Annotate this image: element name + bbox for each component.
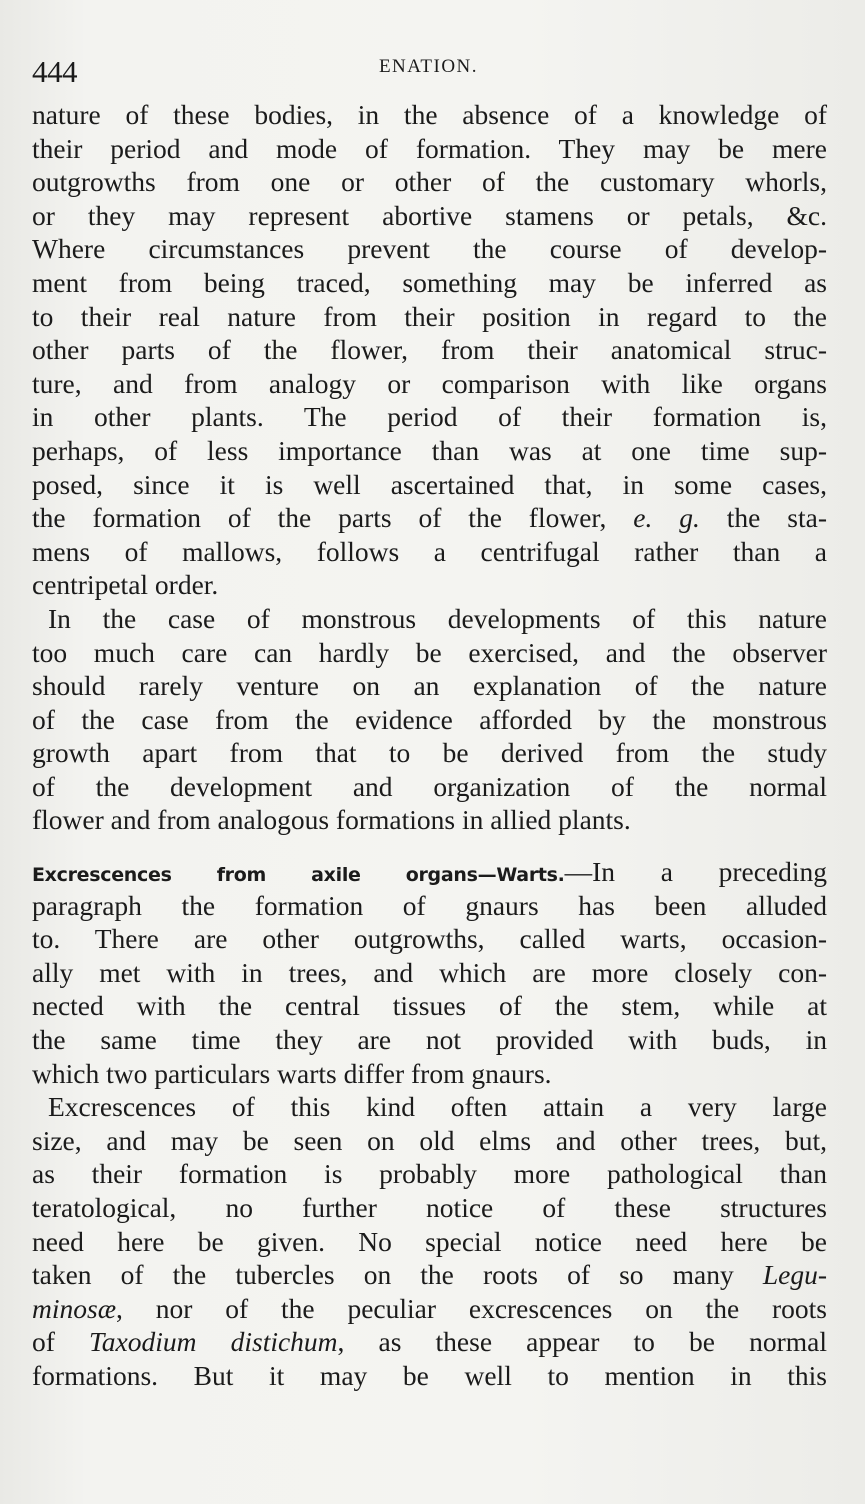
text-line: which two particulars warts differ from gnaurs. — [32, 1057, 552, 1089]
italic-abbreviation: e. g. — [633, 502, 700, 534]
text-line: mens of mallows, follows a centrifugal rather than a — [32, 535, 827, 567]
text-line — [32, 1292, 827, 1326]
text-line — [32, 1325, 827, 1359]
text-line: centripetal order. — [32, 569, 219, 601]
text-line: teratological, no further notice of these structures — [32, 1192, 827, 1223]
text-line: growth apart from that to be derived from the study — [32, 737, 827, 769]
text-line: as their formation is probably more pathological than — [32, 1158, 827, 1190]
text-line: or they may represent abortive stamens or petals, &c. — [32, 199, 827, 231]
text-line: Excrescences of this kind often attain a very large — [48, 1091, 827, 1123]
text-segment: the sta- — [699, 502, 827, 534]
text-line: the same time they are not provided with buds, in — [32, 1024, 827, 1056]
running-title: ENATION. — [378, 56, 479, 77]
text-line: need here be given. No special notice need here be — [32, 1225, 827, 1257]
text-segment: , as these appear to be normal — [337, 1326, 827, 1358]
text-line: In the case of monstrous developments of this nature — [48, 602, 827, 634]
text-line: of the case from the evidence afforded by the monstrous — [32, 703, 827, 735]
text-segment: the formation of the parts of the flower, — [32, 502, 634, 534]
text-line: too much care can hardly be exercised, and the observer — [32, 636, 827, 668]
italic-taxon: Taxodium distichum — [89, 1326, 338, 1358]
text-line: should rarely venture on an explanation of the nature — [32, 670, 827, 702]
text-line: perhaps, of less importance than was at one time sup- — [32, 434, 827, 466]
text-line: flower and from analogous formations in allied plants. — [32, 804, 631, 836]
text-line: their period and mode of formation. They may be mere — [32, 132, 827, 164]
text-line: to their real nature from their position in regard to the — [32, 300, 827, 332]
text-line: of the development and organization of the normal — [32, 770, 827, 802]
text-line: formations. But it may be well to mention in this — [32, 1359, 827, 1391]
text-line: ture, and from analogy or comparison with like organs — [32, 367, 827, 399]
text-line: paragraph the formation of gnaurs has been alluded — [32, 889, 827, 921]
section-spacer — [32, 837, 827, 855]
italic-taxon: Legu- — [762, 1259, 827, 1291]
text-line — [32, 501, 827, 535]
section-heading: Excrescences from axile organs—Warts. — [32, 864, 565, 887]
text-line: ally met with in trees, and which are more closely con- — [32, 956, 827, 988]
text-line: outgrowths from one or other of the customary whorls, — [32, 166, 827, 198]
body-text — [32, 98, 827, 1393]
page-number: 444 — [32, 54, 77, 89]
text-segment: of — [32, 1326, 90, 1358]
text-line: posed, since it is well ascertained that, in some cases, — [32, 468, 827, 500]
text-line: in other plants. The period of their formation is, — [32, 401, 827, 433]
text-segment: taken of the tubercles on the roots of so many — [32, 1259, 763, 1291]
italic-taxon: minosæ — [32, 1292, 117, 1324]
text-line: other parts of the flower, from their anatomical struc- — [32, 334, 827, 366]
text-line — [32, 1258, 827, 1292]
page-header — [32, 50, 825, 90]
text-line: nected with the central tissues of the stem, while at — [32, 990, 827, 1022]
text-line: Where circumstances prevent the course of develop- — [32, 233, 827, 265]
text-line: size, and may be seen on old elms and other trees, but, — [32, 1124, 827, 1156]
text-segment: , nor of the peculiar excrescences on the roots — [116, 1292, 827, 1324]
text-segment: —In a preceding — [564, 856, 828, 888]
text-line: ment from being traced, something may be inferred as — [32, 266, 827, 298]
section-heading-line — [32, 855, 827, 889]
text-line: nature of these bodies, in the absence of a knowledge of — [32, 99, 827, 130]
text-line: to. There are other outgrowths, called warts, occasion- — [32, 923, 827, 955]
